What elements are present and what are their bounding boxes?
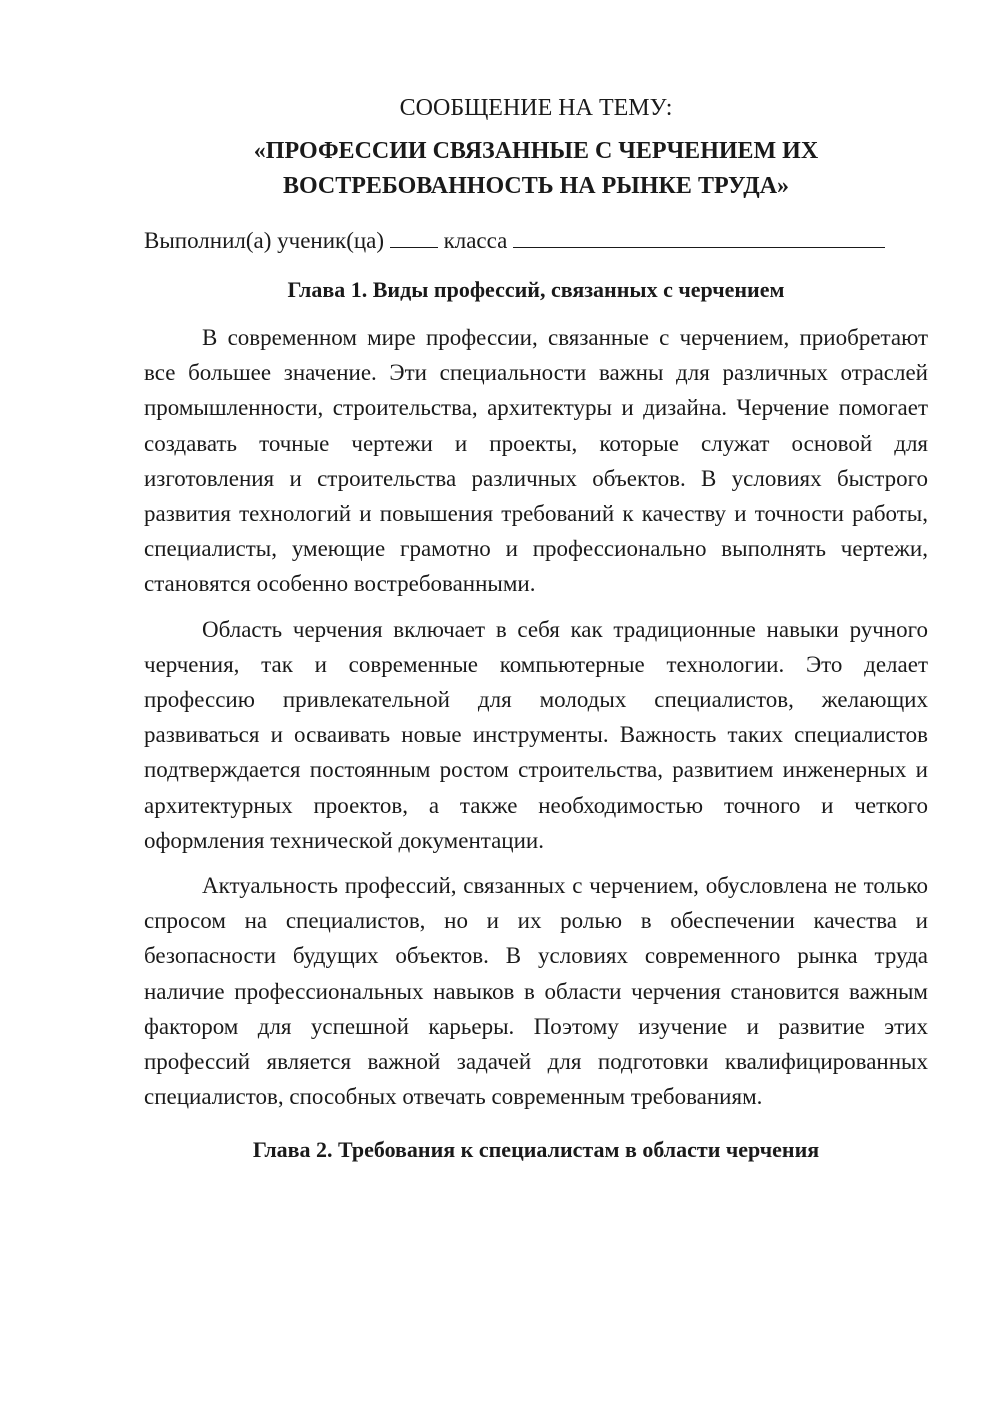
author-line [144, 224, 928, 258]
document-title [144, 134, 928, 204]
document-title-line-1: «ПРОФЕССИИ СВЯЗАННЫЕ С ЧЕРЧЕНИЕМ ИХ [253, 138, 819, 164]
chapter-1-paragraph: Область черчения включает в себя как традиционные навыки ручного черчения, так и современные компьютерные технологии. Это делает профессию привлекательной для молодых специалистов, желающих развиваться и осваивать новые инструменты. Важность таких специалистов подтверждается постоянным ростом строительства, развитием инженерных и архитектурных проектов, а также необходимостью точного и четкого оформления технической документации. [144, 616, 928, 853]
chapter-1-title: Глава 1. Виды профессий, связанных с черчением [287, 277, 785, 302]
document-title-line-2: ВОСТРЕБОВАННОСТЬ НА РЫНКЕ ТРУДА» [282, 173, 790, 199]
author-class-word: класса [443, 228, 508, 253]
chapter-1-paragraph: В современном мире профессии, связанные с черчением, приобретают все большее значение. Эти специальности важны для различных отраслей промышленности, строительства, архитектуры и дизайна. Черчение помогает создавать точные чертежи и проекты, которые служат основой для изготовления и строительства различных объектов. В условиях быстрого развития технологий и повышения требований к качеству и точности работы, специалисты, умеющие грамотно и профессионально выполнять чертежи, становятся особенно востребованными. [144, 325, 928, 597]
author-prefix: Выполнил(а) ученик(ца) [144, 228, 385, 253]
topic-label: СООБЩЕНИЕ НА ТЕМУ: [399, 95, 673, 121]
chapter-2-title: Глава 2. Требования к специалистам в области черчения [252, 1137, 820, 1163]
grade-blank [390, 225, 438, 248]
name-blank [513, 225, 885, 248]
document-page [144, 90, 928, 1180]
chapter-1-paragraph: Актуальность профессий, связанных с черчением, обусловлена не только спросом на специалистов, но и их ролью в обеспечении качества и безопасности будущих объектов. В условиях современного рынка труда наличие профессиональных навыков в области черчения становится важным фактором для успешной карьеры. Поэтому изучение и развитие этих профессий является важной задачей для подготовки квалифицированных специалистов, способных отвечать современным требованиям. [144, 873, 928, 1110]
